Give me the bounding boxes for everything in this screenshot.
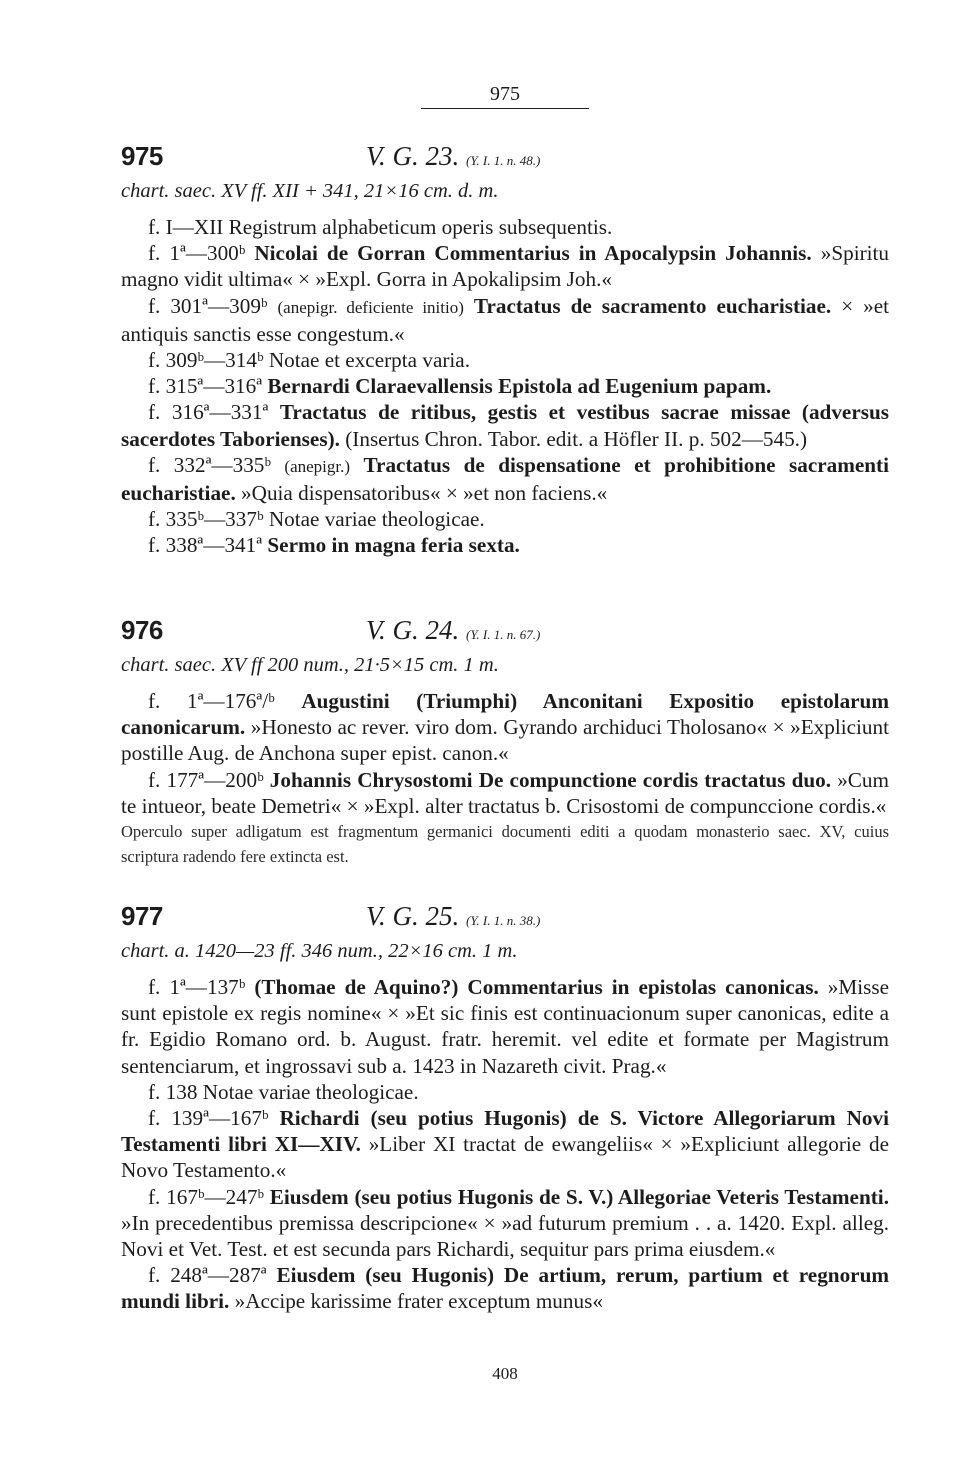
item-text: × »et antiquis sanctis esse congestum.« — [121, 293, 890, 346]
content-item — [121, 532, 889, 558]
item-text: Registrum alphabeticum operis subsequentis. — [228, 215, 613, 239]
entry-heading — [121, 612, 889, 652]
content-item — [121, 688, 889, 767]
item-text: »Cum te intueor, beate Demetri« × »Expl. alter tractatus b. Crisostomi de compunccione cordis.« — [121, 767, 889, 818]
content-item — [121, 1184, 889, 1263]
item-remark: (anepigr. deficiente initio) — [277, 297, 464, 317]
item-text: »Honesto ac rever. viro dom. Gyrando archiduci Tholosano« × »Expliciunt postille Aug. de Anchona super epist. canon.« — [121, 715, 889, 766]
item-text: Notae variae theologicae. — [268, 507, 485, 532]
folio-range: f. 1ª—300ᵇ — [148, 241, 246, 266]
folio-range: f. 332ª—335ᵇ — [148, 452, 271, 477]
content-item — [121, 974, 889, 1079]
item-title: Tractatus de sacramento eucharistiae. — [473, 293, 832, 318]
content-item — [121, 1262, 889, 1314]
running-head-rule — [421, 108, 589, 109]
content-item — [121, 452, 889, 506]
entry-number: 975 — [121, 141, 163, 171]
item-remark: (anepigr.) — [284, 456, 351, 476]
item-title: Bernardi Claraevallensis Epistola ad Eugenium papam. — [267, 374, 772, 399]
running-head: 975 — [490, 83, 520, 105]
folio-range: f. 338ª—341ª — [148, 533, 263, 558]
old-shelf-ref: (Y. I. 1. n. 48.) — [466, 153, 541, 168]
catalog-entry — [121, 898, 889, 1315]
folio-range: f. 1ª—176ª/ᵇ — [148, 689, 275, 713]
page-number: 408 — [492, 1364, 518, 1383]
entry-heading — [121, 898, 889, 938]
item-title: Sermo in magna feria sexta. — [267, 533, 520, 558]
item-text: (Insertus Chron. Tabor. edit. a Höfler II. p. 502—545.) — [345, 426, 808, 451]
folio-range: f. 1ª—137ᵇ — [148, 975, 246, 999]
item-title: Eiusdem (seu potius Hugonis de S. V.) Allegoriae Veteris Testamenti. — [269, 1184, 889, 1209]
physical-description: chart. saec. XV ff 200 num., 21·5×15 cm. 1 m. — [121, 654, 499, 676]
entry-number: 977 — [121, 901, 163, 931]
content-item — [121, 373, 889, 399]
content-item — [121, 506, 889, 532]
content-item — [121, 399, 889, 451]
folio-range: f. 167ᵇ—247ᵇ — [148, 1184, 264, 1209]
folio-range: f. I—XII — [148, 215, 224, 239]
shelf-mark: V. G. 23. (Y. I. 1. n. 48.) — [366, 141, 541, 171]
folio-range: f. 301ª—309ᵇ — [148, 293, 268, 318]
item-text: »Misse sunt epistole ex regis nomine« × »Et sic finis est continuacionum super canonicas, edite a fr. Egidio Romano ord. b. August. fratr. heremit. vel edite et formate per Magistrum sentenciarum, et ingrossavi sub a. 1423 in Nazareth civit. Prag.« — [121, 975, 889, 1078]
folio-range: f. 139ª—167ᵇ — [148, 1106, 269, 1131]
folio-range: f. 309ᵇ—314ᵇ — [148, 348, 264, 373]
content-item — [121, 1079, 889, 1105]
folio-range: f. 316ª—331ª — [148, 400, 269, 425]
entry-heading — [121, 138, 889, 178]
shelf-mark: V. G. 24. (Y. I. 1. n. 67.) — [366, 615, 541, 645]
item-title: (Thomae de Aquino?) Commentarius in epistolas canonicas. — [254, 975, 819, 999]
content-item — [121, 347, 889, 373]
item-title: Eiusdem (seu Hugonis) De artium, rerum, partium et regnorum mundi libri. — [121, 1263, 890, 1314]
shelf-mark: V. G. 25. (Y. I. 1. n. 38.) — [366, 901, 541, 931]
content-item — [121, 293, 889, 347]
content-item — [121, 1105, 889, 1184]
item-text: »Liber XI tractat de ewangeliis« × »Expliciunt allegorie de Novo Testamento.« — [121, 1132, 889, 1183]
content-item — [121, 767, 889, 819]
old-shelf-ref: (Y. I. 1. n. 38.) — [466, 913, 541, 928]
entry-number: 976 — [121, 615, 163, 645]
folio-range: f. 248ª—287ª — [148, 1263, 267, 1288]
item-title: Tractatus de dispensatione et prohibitione sacramenti eucharistiae. — [121, 452, 890, 506]
item-title: Augustini (Triumphi) Anconitani Expositio epistolarum canonicarum. — [121, 689, 889, 740]
content-item — [121, 240, 889, 292]
catalog-entry — [121, 612, 889, 869]
item-title: Richardi (seu potius Hugonis) de S. Victore Allegoriarum Novi Testamenti libri XI—XIV. — [121, 1106, 889, 1157]
item-text: Notae et excerpta varia. — [268, 348, 470, 373]
item-title: Johannis Chrysostomi De compunctione cordis tractatus duo. — [269, 767, 832, 792]
folio-range: f. 335ᵇ—337ᵇ — [148, 507, 264, 532]
folio-range: f. 138 — [148, 1079, 198, 1104]
item-text: »Accipe karissime frater exceptum munus« — [234, 1289, 603, 1314]
item-text: »Spiritu magno vidit ultima« × »Expl. Gorra in Apokalipsim Joh.« — [121, 241, 890, 292]
item-title: Nicolai de Gorran Commentarius in Apocalypsin Johannis. — [254, 241, 812, 266]
catalog-entry — [121, 138, 889, 559]
item-text: »Quia dispensatoribus« × »et non faciens.« — [241, 481, 608, 506]
old-shelf-ref: (Y. I. 1. n. 67.) — [466, 627, 541, 642]
item-text: Notae variae theologicae. — [202, 1079, 419, 1104]
physical-description: chart. a. 1420—23 ff. 346 num., 22×16 cm. 1 m. — [121, 940, 518, 962]
item-title: Tractatus de ritibus, gestis et vestibus sacrae missae (adversus sacerdotes Taborienses). — [121, 400, 889, 451]
physical-description: chart. saec. XV ff. XII + 341, 21×16 cm. d. m. — [121, 180, 499, 202]
folio-range: f. 177ª—200ᵇ — [148, 767, 264, 792]
entry-note: Operculo super adligatum est fragmentum germanici documenti editi a quodam monasterio saec. XV, cuius scriptura radendo fere extincta est. — [121, 822, 889, 867]
content-item — [121, 214, 889, 240]
item-text: »In precedentibus premissa descripcione« × »ad futurum premium . . a. 1420. Expl. alleg. Novi et Vet. Test. et est secunda pars Richardi, sequitur pars prima eiusdem.« — [121, 1210, 889, 1262]
folio-range: f. 315ª—316ª — [148, 374, 263, 399]
